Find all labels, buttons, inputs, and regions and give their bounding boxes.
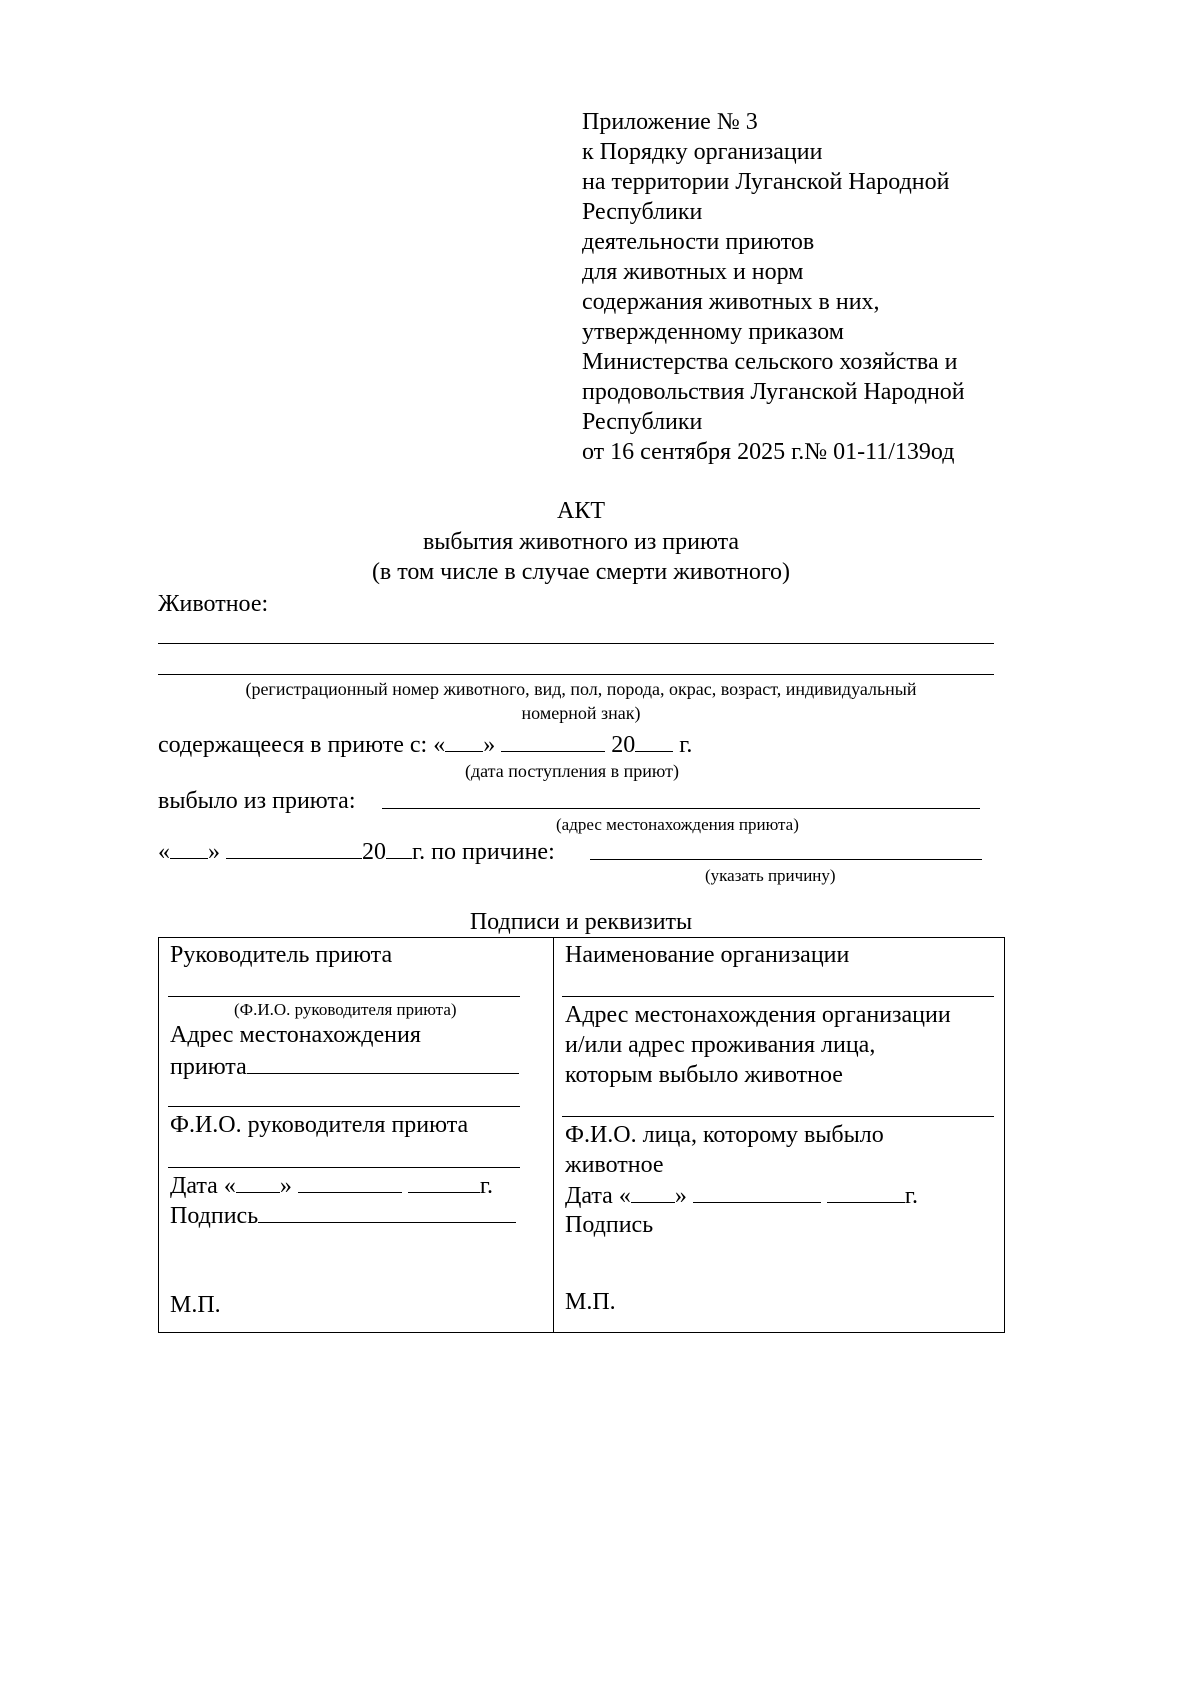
animal-label: Животное:	[158, 591, 269, 617]
address-label-2	[170, 1051, 519, 1082]
left-hint: (адрес местонахождения приюта)	[556, 815, 799, 834]
appendix-line: содержания животных в них,	[582, 289, 880, 315]
appendix-line: Республики	[582, 409, 703, 435]
date-row	[170, 1170, 493, 1201]
animal-hint: (регистрационный номер животного, вид, пол, порода, окрас, возраст, индивидуальный	[245, 679, 917, 699]
doc-subtitle: выбытия животного из приюта	[422, 529, 740, 555]
left-year-field[interactable]	[386, 836, 412, 859]
left-day-field[interactable]	[170, 836, 208, 859]
appendix-line: от 16 сентября 2025 г.№ 01-11/139од	[582, 439, 955, 465]
fio-label: Ф.И.О. руководителя приюта	[170, 1112, 469, 1138]
animal-hint-2: номерной знак)	[521, 703, 641, 723]
org-name-label: Наименование организации	[565, 942, 850, 968]
stamp-label: М.П.	[170, 1292, 221, 1318]
appendix-line: на территории Луганской Народной	[582, 169, 950, 195]
fio-field[interactable]	[168, 1167, 520, 1168]
date-label: Дата «	[170, 1173, 236, 1199]
reason-field[interactable]	[590, 859, 982, 860]
left-month-field[interactable]	[226, 836, 362, 859]
date-day-field[interactable]	[631, 1180, 675, 1203]
date-label: Дата «	[565, 1183, 631, 1209]
kept-year-field[interactable]	[635, 729, 673, 752]
head-label: Руководитель приюта	[170, 942, 393, 968]
org-address-label-2: и/или адрес проживания лица,	[565, 1032, 876, 1058]
appendix-line: Приложение № 3	[582, 109, 758, 135]
date-month-field[interactable]	[298, 1170, 402, 1193]
kept-day-field[interactable]	[445, 729, 483, 752]
quote-close: »	[483, 732, 496, 758]
quote-close: »	[674, 1183, 687, 1209]
signature-field[interactable]	[258, 1200, 516, 1223]
date-day-field[interactable]	[236, 1170, 280, 1193]
appendix-line: к Порядку организации	[582, 139, 823, 165]
year-suffix: г.	[479, 1173, 493, 1199]
doc-subtitle-note: (в том числе в случае смерти животного)	[371, 559, 791, 585]
address-label: Адрес местонахождения	[170, 1022, 421, 1048]
quote-close: »	[208, 839, 220, 865]
date-year-field[interactable]	[408, 1170, 480, 1193]
appendix-line: для животных и норм	[582, 259, 804, 285]
org-address-label-3: которым выбыло животное	[565, 1062, 843, 1088]
signature-label: Подпись	[565, 1212, 654, 1238]
quote-close: »	[279, 1173, 292, 1199]
signatures-heading: Подписи и реквизиты	[469, 909, 693, 935]
date-year-field[interactable]	[827, 1180, 905, 1203]
fio-hint: (Ф.И.О. руководителя приюта)	[234, 1000, 457, 1019]
address-field[interactable]	[247, 1051, 519, 1074]
right-signature-cell	[554, 938, 1005, 1333]
head-fio-field[interactable]	[168, 996, 520, 997]
kept-hint: (дата поступления в приют)	[465, 761, 679, 781]
year-prefix: 20	[362, 839, 386, 865]
org-name-field[interactable]	[562, 996, 994, 997]
left-signature-cell	[159, 938, 554, 1333]
year-prefix: 20	[611, 732, 636, 758]
org-address-field[interactable]	[562, 1116, 994, 1117]
person-fio-label-2: животное	[565, 1152, 664, 1178]
appendix-line: Министерства сельского хозяйства и	[582, 349, 958, 375]
address-label-text: приюта	[170, 1054, 247, 1080]
reason-label: г. по причине:	[412, 839, 555, 865]
date-row	[565, 1180, 918, 1211]
appendix-line: Республики	[582, 199, 703, 225]
kept-since-row	[158, 729, 692, 760]
year-suffix: г.	[904, 1183, 918, 1209]
reason-hint: (указать причину)	[705, 866, 836, 885]
date-reason-row	[158, 836, 555, 867]
left-label: выбыло из приюта:	[158, 788, 356, 814]
appendix-line: деятельности приютов	[582, 229, 815, 255]
date-month-field[interactable]	[693, 1180, 821, 1203]
signatures-table	[158, 937, 1005, 1333]
year-suffix: г.	[679, 732, 693, 758]
person-fio-label: Ф.И.О. лица, которому выбыло	[565, 1122, 884, 1148]
animal-field-line-2[interactable]	[158, 674, 994, 675]
kept-month-field[interactable]	[501, 729, 605, 752]
quote-open: «	[158, 839, 170, 865]
address-field-2[interactable]	[168, 1106, 520, 1107]
kept-label: содержащееся в приюте с: «	[158, 732, 446, 758]
appendix-line: продовольствия Луганской Народной	[582, 379, 965, 405]
signature-row	[170, 1200, 516, 1231]
appendix-line: утвержденному приказом	[582, 319, 844, 345]
left-address-field[interactable]	[382, 808, 980, 809]
signature-label: Подпись	[170, 1203, 259, 1229]
doc-title: АКТ	[557, 498, 605, 524]
org-address-label: Адрес местонахождения организации	[565, 1002, 951, 1028]
appendix-header	[582, 107, 1182, 467]
stamp-label: М.П.	[565, 1289, 616, 1315]
animal-field-line-1[interactable]	[158, 643, 994, 644]
